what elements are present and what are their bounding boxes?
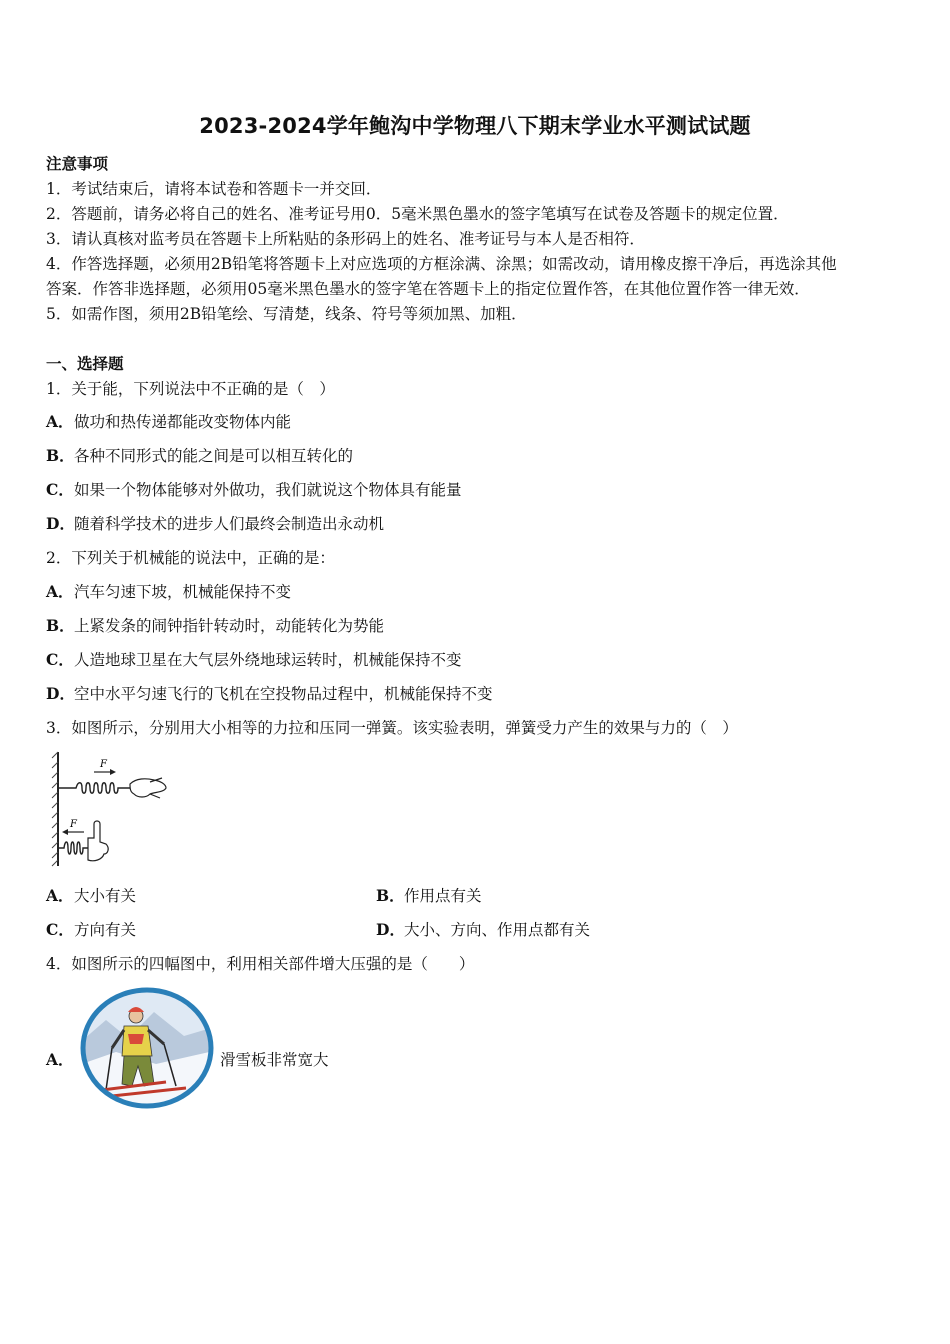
option-text: 大小、方向、作用点都有关 [404,921,591,939]
option-text: 如果一个物体能够对外做功，我们就说这个物体具有能量 [74,481,462,499]
option-item [46,512,384,534]
option-label: A． [46,412,74,431]
option-item [46,648,462,670]
option-text: 空中水平匀速飞行的飞机在空投物品过程中，机械能保持不变 [74,685,493,703]
option-text: 上紧发条的闹钟指针转动时，动能转化为势能 [74,617,385,635]
option-label: A． [46,582,74,601]
option-text: 做功和热传递都能改变物体内能 [74,413,292,431]
force-label-bottom: F [70,819,77,830]
option-label: B． [46,616,75,635]
pushing-hand [88,821,108,861]
option-text: 作用点有关 [404,887,482,905]
option-text: 方向有关 [74,921,137,939]
option-item [46,918,136,940]
compressed-spring [58,842,88,854]
option-item [46,580,291,602]
question-stem: 4．如图所示的四幅图中，利用相关部件增大压强的是（ ） [46,955,475,973]
question-stem: 2．下列关于机械能的说法中，正确的是： [46,549,335,567]
option-label: B． [376,886,405,905]
option-label: D． [46,684,75,703]
option-item [46,444,353,466]
option-label: A． [46,1050,74,1069]
option-text: 各种不同形式的能之间是可以相互转化的 [74,447,354,465]
option-text: 随着科学技术的进步人们最终会制造出永动机 [74,515,385,533]
option-item [46,614,384,636]
notice-item: 5．如需作图，须用2B铅笔绘、写清楚，线条、符号等须加黑、加粗． [46,305,527,323]
spring-figure [50,748,175,870]
option-label: C． [46,480,74,499]
notice-heading: 注意事项 [46,154,109,173]
option-text: 大小有关 [74,887,137,905]
option-label: D． [376,920,405,939]
notice-item: 4．作答选择题，必须用2B铅笔将答题卡上对应选项的方框涂满、涂黑；如需改动，请用橡皮擦干净后，再选涂其他 [46,255,837,273]
force-arrowhead-bottom [62,829,68,835]
notice-item: 3．请认真核对监考员在答题卡上所粘贴的条形码上的姓名、准考证号与本人是否相符． [46,230,645,248]
option-item [46,682,493,704]
option-item [376,884,482,906]
option-item [46,478,462,500]
question-stem: 3．如图所示，分别用大小相等的力拉和压同一弹簧。该实验表明，弹簧受力产生的效果与力的（ ） [46,719,738,737]
option-item [46,410,291,432]
section-heading: 一、选择题 [46,354,124,373]
notice-item: 2．答题前，请务必将自己的姓名、准考证号用0．5毫米黑色墨水的签字笔填写在试卷及答题卡的规定位置． [46,205,789,223]
force-arrowhead-top [110,769,116,775]
option-text: 人造地球卫星在大气层外绕地球运转时，机械能保持不变 [74,651,462,669]
option-item [46,884,136,906]
option-label: B． [46,446,75,465]
force-label-top: F [100,759,107,770]
option-label: C． [46,920,74,939]
page-title: 2023-2024学年鲍沟中学物理八下期末学业水平测试试题 [199,114,751,138]
notice-item: 1．考试结束后，请将本试卷和答题卡一并交回． [46,180,382,198]
option-label: D． [46,514,75,533]
notice-item: 答案．作答非选择题，必须用05毫米黑色墨水的签字笔在答题卡上的指定位置作答，在其他位置作答一律无效． [46,280,810,298]
pulling-hand [130,778,166,798]
option-text: 滑雪板非常宽大 [220,1051,329,1069]
option-label: A． [46,886,74,905]
question-stem: 1．关于能，下列说法中不正确的是（ ） [46,380,335,398]
skier-image [76,986,218,1112]
option-item [376,918,590,940]
option-text: 汽车匀速下坡，机械能保持不变 [74,583,292,601]
jacket-emblem [128,1034,144,1044]
option-label: C． [46,650,74,669]
stretched-spring [58,783,130,794]
